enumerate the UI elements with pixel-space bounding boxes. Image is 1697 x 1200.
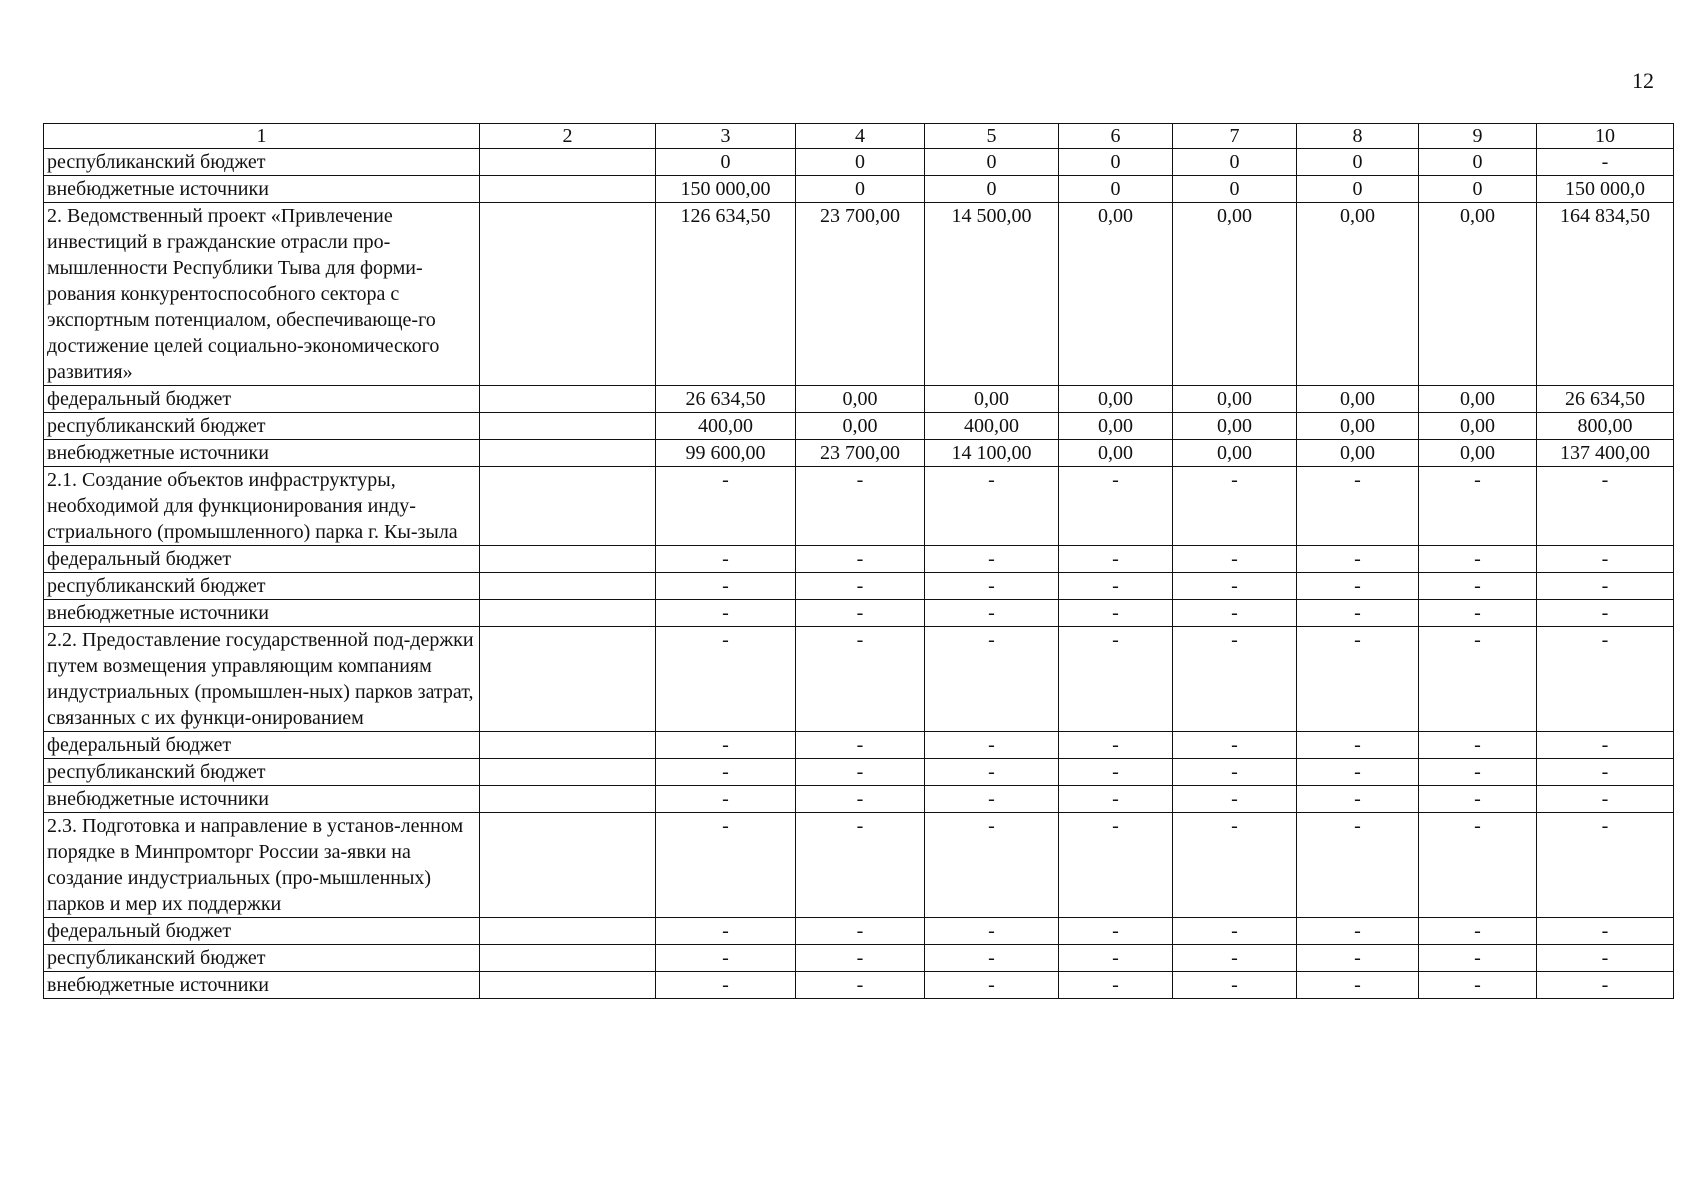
column-header-2: 2 [480,124,656,149]
value-cell-col-3: - [656,600,796,627]
value-cell-col-8: - [1297,972,1419,999]
value-cell-col-7: - [1173,546,1297,573]
column-header-10: 10 [1537,124,1674,149]
value-cell-col-7: - [1173,467,1297,546]
value-cell-col-4: - [796,467,925,546]
table-row [44,386,1674,413]
value-cell-col-10: 137 400,00 [1537,440,1674,467]
value-cell-col-8: - [1297,546,1419,573]
value-cell-col-8: - [1297,945,1419,972]
row-col2-cell [480,600,656,627]
row-col2-cell [480,732,656,759]
value-cell-col-5: - [925,918,1059,945]
row-name-cell: внебюджетные источники [44,972,480,999]
value-cell-col-6: 0,00 [1059,203,1173,386]
value-cell-col-4: - [796,813,925,918]
value-cell-col-9: - [1419,732,1537,759]
value-cell-col-9: 0,00 [1419,203,1537,386]
value-cell-col-8: - [1297,467,1419,546]
value-cell-col-10: - [1537,786,1674,813]
value-cell-col-3: - [656,786,796,813]
value-cell-col-4: 23 700,00 [796,440,925,467]
value-cell-col-3: 400,00 [656,413,796,440]
value-cell-col-10: 150 000,0 [1537,176,1674,203]
row-col2-cell [480,972,656,999]
value-cell-col-6: - [1059,732,1173,759]
table-row [44,573,1674,600]
row-col2-cell [480,759,656,786]
row-col2-cell [480,945,656,972]
row-col2-cell [480,627,656,732]
row-name-cell: 2.1. Создание объектов инфраструктуры, необходимой для функционирования инду-стриального (промышленного) парка г. Кы-зыла [44,467,480,546]
table-row [44,440,1674,467]
value-cell-col-10: - [1537,627,1674,732]
row-name-cell: республиканский бюджет [44,945,480,972]
row-name-cell: федеральный бюджет [44,732,480,759]
row-name-cell: республиканский бюджет [44,149,480,176]
value-cell-col-4: - [796,786,925,813]
table-row [44,149,1674,176]
row-col2-cell [480,786,656,813]
value-cell-col-4: - [796,573,925,600]
value-cell-col-8: - [1297,627,1419,732]
value-cell-col-10: - [1537,813,1674,918]
table-body [44,149,1674,999]
row-name-cell: 2. Ведомственный проект «Привлечение инвестиций в гражданские отрасли про-мышленности Республики Тыва для форми-рования конкурентоспособного сектора с экспортным потенциалом, обеспечивающе-го достижение целей социально-экономического развития» [44,203,480,386]
value-cell-col-6: - [1059,918,1173,945]
value-cell-col-10: - [1537,573,1674,600]
row-col2-cell [480,440,656,467]
value-cell-col-6: - [1059,627,1173,732]
value-cell-col-3: 26 634,50 [656,386,796,413]
row-name-cell: 2.2. Предоставление государственной под-держки путем возмещения управляющим компаниям индустриальных (промышлен-ных) парков затрат, связанных с их функци-онированием [44,627,480,732]
value-cell-col-7: 0 [1173,176,1297,203]
value-cell-col-7: - [1173,918,1297,945]
value-cell-col-9: 0 [1419,149,1537,176]
value-cell-col-9: - [1419,918,1537,945]
value-cell-col-4: 0,00 [796,413,925,440]
table-row [44,176,1674,203]
value-cell-col-10: - [1537,918,1674,945]
value-cell-col-8: - [1297,573,1419,600]
value-cell-col-4: 23 700,00 [796,203,925,386]
table-row [44,627,1674,732]
value-cell-col-7: - [1173,732,1297,759]
table-row [44,732,1674,759]
table-row [44,546,1674,573]
value-cell-col-9: - [1419,546,1537,573]
value-cell-col-10: - [1537,945,1674,972]
table-row [44,786,1674,813]
value-cell-col-6: - [1059,813,1173,918]
value-cell-col-9: - [1419,467,1537,546]
row-name-cell: федеральный бюджет [44,546,480,573]
row-name-cell: республиканский бюджет [44,413,480,440]
value-cell-col-7: 0 [1173,149,1297,176]
row-name-cell: федеральный бюджет [44,918,480,945]
value-cell-col-6: 0 [1059,176,1173,203]
row-name-cell: внебюджетные источники [44,176,480,203]
value-cell-col-8: 0,00 [1297,440,1419,467]
column-header-9: 9 [1419,124,1537,149]
value-cell-col-5: - [925,945,1059,972]
value-cell-col-8: 0,00 [1297,413,1419,440]
value-cell-col-9: 0,00 [1419,413,1537,440]
row-col2-cell [480,813,656,918]
value-cell-col-7: 0,00 [1173,440,1297,467]
value-cell-col-5: - [925,759,1059,786]
value-cell-col-3: 99 600,00 [656,440,796,467]
value-cell-col-3: - [656,546,796,573]
value-cell-col-6: - [1059,600,1173,627]
value-cell-col-5: - [925,573,1059,600]
table-row [44,945,1674,972]
value-cell-col-3: - [656,813,796,918]
value-cell-col-4: - [796,600,925,627]
value-cell-col-8: - [1297,759,1419,786]
value-cell-col-8: 0 [1297,149,1419,176]
value-cell-col-5: - [925,467,1059,546]
value-cell-col-7: - [1173,945,1297,972]
value-cell-col-6: 0,00 [1059,386,1173,413]
value-cell-col-8: - [1297,918,1419,945]
value-cell-col-6: - [1059,972,1173,999]
value-cell-col-10: - [1537,546,1674,573]
table-row [44,759,1674,786]
value-cell-col-3: - [656,467,796,546]
value-cell-col-9: - [1419,600,1537,627]
row-name-cell: 2.3. Подготовка и направление в установ-ленном порядке в Минпромторг России за-явки на создание индустриальных (про-мышленных) парков и мер их поддержки [44,813,480,918]
row-col2-cell [480,413,656,440]
column-header-1: 1 [44,124,480,149]
value-cell-col-4: - [796,972,925,999]
value-cell-col-5: - [925,732,1059,759]
value-cell-col-5: 0,00 [925,386,1059,413]
budget-table [43,123,1674,999]
column-header-8: 8 [1297,124,1419,149]
value-cell-col-4: - [796,945,925,972]
value-cell-col-10: - [1537,972,1674,999]
value-cell-col-4: - [796,627,925,732]
value-cell-col-8: - [1297,600,1419,627]
value-cell-col-9: 0,00 [1419,440,1537,467]
value-cell-col-6: 0,00 [1059,440,1173,467]
row-col2-cell [480,386,656,413]
value-cell-col-9: - [1419,759,1537,786]
value-cell-col-6: - [1059,945,1173,972]
table-row [44,413,1674,440]
value-cell-col-10: - [1537,759,1674,786]
value-cell-col-7: - [1173,759,1297,786]
value-cell-col-6: - [1059,759,1173,786]
table-row [44,467,1674,546]
row-col2-cell [480,546,656,573]
value-cell-col-6: 0 [1059,149,1173,176]
value-cell-col-8: 0 [1297,176,1419,203]
value-cell-col-8: - [1297,732,1419,759]
value-cell-col-10: - [1537,149,1674,176]
header-row [44,124,1674,149]
value-cell-col-5: - [925,786,1059,813]
value-cell-col-7: - [1173,972,1297,999]
value-cell-col-5: - [925,600,1059,627]
value-cell-col-5: 400,00 [925,413,1059,440]
value-cell-col-3: - [656,945,796,972]
value-cell-col-3: - [656,759,796,786]
row-col2-cell [480,203,656,386]
value-cell-col-3: - [656,732,796,759]
value-cell-col-4: 0 [796,149,925,176]
value-cell-col-7: 0,00 [1173,203,1297,386]
table-row [44,600,1674,627]
value-cell-col-5: 0 [925,149,1059,176]
value-cell-col-9: - [1419,627,1537,732]
table-row [44,813,1674,918]
value-cell-col-4: - [796,732,925,759]
value-cell-col-9: 0,00 [1419,386,1537,413]
value-cell-col-4: - [796,546,925,573]
row-col2-cell [480,149,656,176]
value-cell-col-4: 0,00 [796,386,925,413]
value-cell-col-7: - [1173,813,1297,918]
column-header-4: 4 [796,124,925,149]
row-col2-cell [480,467,656,546]
value-cell-col-3: 150 000,00 [656,176,796,203]
column-header-7: 7 [1173,124,1297,149]
row-col2-cell [480,573,656,600]
value-cell-col-9: - [1419,945,1537,972]
value-cell-col-6: - [1059,467,1173,546]
value-cell-col-5: - [925,546,1059,573]
value-cell-col-8: 0,00 [1297,386,1419,413]
value-cell-col-6: - [1059,786,1173,813]
column-header-3: 3 [656,124,796,149]
row-name-cell: внебюджетные источники [44,600,480,627]
row-name-cell: федеральный бюджет [44,386,480,413]
row-name-cell: внебюджетные источники [44,440,480,467]
table-row [44,972,1674,999]
value-cell-col-10: 164 834,50 [1537,203,1674,386]
value-cell-col-5: - [925,972,1059,999]
table-row [44,918,1674,945]
value-cell-col-6: - [1059,546,1173,573]
value-cell-col-7: - [1173,573,1297,600]
value-cell-col-6: 0,00 [1059,413,1173,440]
value-cell-col-3: 126 634,50 [656,203,796,386]
value-cell-col-3: 0 [656,149,796,176]
value-cell-col-3: - [656,918,796,945]
value-cell-col-7: 0,00 [1173,413,1297,440]
column-header-5: 5 [925,124,1059,149]
row-name-cell: республиканский бюджет [44,759,480,786]
value-cell-col-8: - [1297,813,1419,918]
row-name-cell: внебюджетные источники [44,786,480,813]
table-row [44,203,1674,386]
value-cell-col-6: - [1059,573,1173,600]
value-cell-col-5: - [925,627,1059,732]
value-cell-col-5: 14 500,00 [925,203,1059,386]
value-cell-col-10: - [1537,732,1674,759]
value-cell-col-5: - [925,813,1059,918]
value-cell-col-8: 0,00 [1297,203,1419,386]
value-cell-col-7: - [1173,600,1297,627]
page-number: 12 [1632,68,1654,93]
value-cell-col-3: - [656,573,796,600]
value-cell-col-7: 0,00 [1173,386,1297,413]
value-cell-col-3: - [656,627,796,732]
value-cell-col-4: - [796,759,925,786]
value-cell-col-5: 14 100,00 [925,440,1059,467]
row-col2-cell [480,176,656,203]
value-cell-col-9: 0 [1419,176,1537,203]
row-name-cell: республиканский бюджет [44,573,480,600]
value-cell-col-5: 0 [925,176,1059,203]
value-cell-col-9: - [1419,786,1537,813]
value-cell-col-10: - [1537,600,1674,627]
column-header-6: 6 [1059,124,1173,149]
value-cell-col-9: - [1419,573,1537,600]
value-cell-col-10: 26 634,50 [1537,386,1674,413]
value-cell-col-9: - [1419,972,1537,999]
value-cell-col-3: - [656,972,796,999]
value-cell-col-10: 800,00 [1537,413,1674,440]
value-cell-col-4: - [796,918,925,945]
value-cell-col-4: 0 [796,176,925,203]
value-cell-col-8: - [1297,786,1419,813]
row-col2-cell [480,918,656,945]
value-cell-col-9: - [1419,813,1537,918]
value-cell-col-7: - [1173,786,1297,813]
value-cell-col-7: - [1173,627,1297,732]
value-cell-col-10: - [1537,467,1674,546]
